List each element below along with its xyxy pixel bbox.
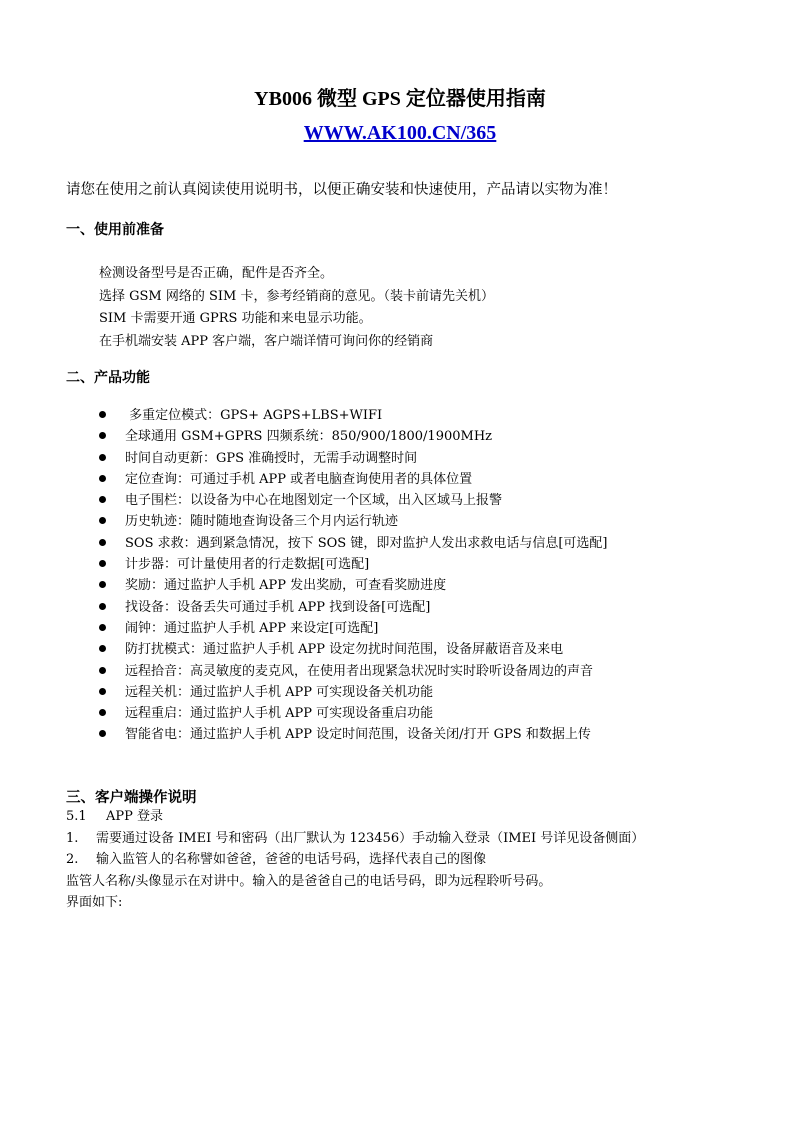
feature-item [99,703,607,724]
bullet-icon [99,645,106,652]
feature-text: 历史轨迹：随时随地查询设备三个月内运行轨迹 [125,514,399,530]
bullet-icon [99,496,106,503]
bullet-icon [99,517,106,524]
feature-item [99,511,607,532]
subsection-heading [66,806,644,828]
bullet-icon [99,688,106,695]
note-text: 监管人名称/头像显示在对讲中。输入的是爸爸自己的电话号码，即为远程聆听号码。 [66,873,552,889]
feature-text: 闹钟：通过监护人手机 APP 来设定[可选配] [125,620,379,636]
feature-text: 全球通用 GSM+GPRS 四频系统：850/900/1800/1900MHz [125,429,493,445]
feature-item [99,426,607,447]
feature-item [99,405,607,426]
feature-text: 多重定位模式：GPS+ AGPS+LBS+WIFI [125,408,383,423]
section-heading-preparation: 一、使用前准备 [66,222,164,238]
bullet-icon [99,730,106,737]
feature-item [99,554,607,575]
step-item [66,849,644,871]
step-text: 需要通过设备 IMEI 号和密码（出厂默认为 123456）手动输入登录（IMEI 号详见设备侧面） [96,830,645,846]
interface-label: 界面如下: [66,895,123,910]
preparation-item: 在手机端安装 APP 客户端，客户端详情可询问你的经销商 [99,333,434,349]
section-heading-client-operation: 三、客户端操作说明 [66,789,197,806]
feature-list [99,405,607,746]
bullet-icon [99,539,106,546]
intro-text: 请您在使用之前认真阅读使用说明书，以便正确安装和快速使用，产品请以实物为准！ [66,182,617,198]
feature-text: 定位查询：可通过手机 APP 或者电脑查询使用者的具体位置 [125,471,473,487]
feature-text: 远程关机：通过监护人手机 APP 可实现设备关机功能 [125,684,434,700]
bullet-icon [99,624,106,631]
feature-text: 远程重启：通过监护人手机 APP 可实现设备重启功能 [125,706,434,722]
bullet-icon [99,454,106,461]
step-number: 2. [66,852,79,867]
preparation-item: 选择 GSM 网络的 SIM 卡，参考经销商的意见。（装卡前请先关机） [99,288,494,304]
feature-item [99,682,607,703]
preparation-item: SIM 卡需要开通 GPRS 功能和来电显示功能。 [99,311,372,326]
bullet-icon [99,581,106,588]
feature-item [99,597,607,618]
preparation-list [99,263,494,353]
feature-item [99,724,607,745]
feature-item [99,618,607,639]
feature-item [99,448,607,469]
feature-item [99,661,607,682]
step-number: 1. [66,830,79,846]
bullet-icon [99,667,106,674]
bullet-icon [99,411,106,418]
feature-item [99,639,607,660]
website-link[interactable]: WWW.AK100.CN/365 [303,122,497,144]
subsection-number: 5.1 [66,809,87,824]
feature-text: 电子围栏：以设备为中心在地图划定一个区域，出入区域马上报警 [125,493,503,509]
bullet-icon [99,475,106,482]
feature-text: 奖励：通过监护人手机 APP 发出奖励，可查看奖励进度 [125,578,447,594]
feature-item [99,533,607,554]
feature-text: SOS 求救：遇到紧急情况，按下 SOS 键，即对监护人发出求救电话与信息[可选配] [125,535,608,551]
feature-text: 远程拾音：高灵敏度的麦克风，在使用者出现紧急状况时实时聆听设备周边的声音 [125,663,594,679]
section-heading-features: 二、产品功能 [66,370,150,386]
preparation-item: 检测设备型号是否正确，配件是否齐全。 [99,266,334,281]
feature-text: 找设备：设备丢失可通过手机 APP 找到设备[可选配] [125,599,431,615]
feature-item [99,490,607,511]
step-item [66,828,644,850]
bullet-icon [99,432,106,439]
document-title: YB006 微型 GPS 定位器使用指南 [254,88,546,110]
feature-item [99,469,607,490]
feature-text: 智能省电：通过监护人手机 APP 设定时间范围，设备关闭/打开 GPS 和数据上传 [125,727,591,743]
feature-text: 时间自动更新：GPS 准确授时，无需手动调整时间 [125,450,418,466]
feature-item [99,575,607,596]
bullet-icon [99,709,106,716]
bullet-icon [99,560,106,567]
feature-text: 防打扰模式：通过监护人手机 APP 设定勿扰时间范围，设备屏蔽语音及来电 [125,642,564,658]
feature-text: 计步器：可计量使用者的行走数据[可选配] [125,557,370,573]
subsection-title: APP 登录 [106,809,164,824]
client-operation-body [66,806,644,914]
step-text: 输入监管人的名称譬如爸爸，爸爸的电话号码，选择代表自己的图像 [96,852,487,867]
bullet-icon [99,603,106,610]
